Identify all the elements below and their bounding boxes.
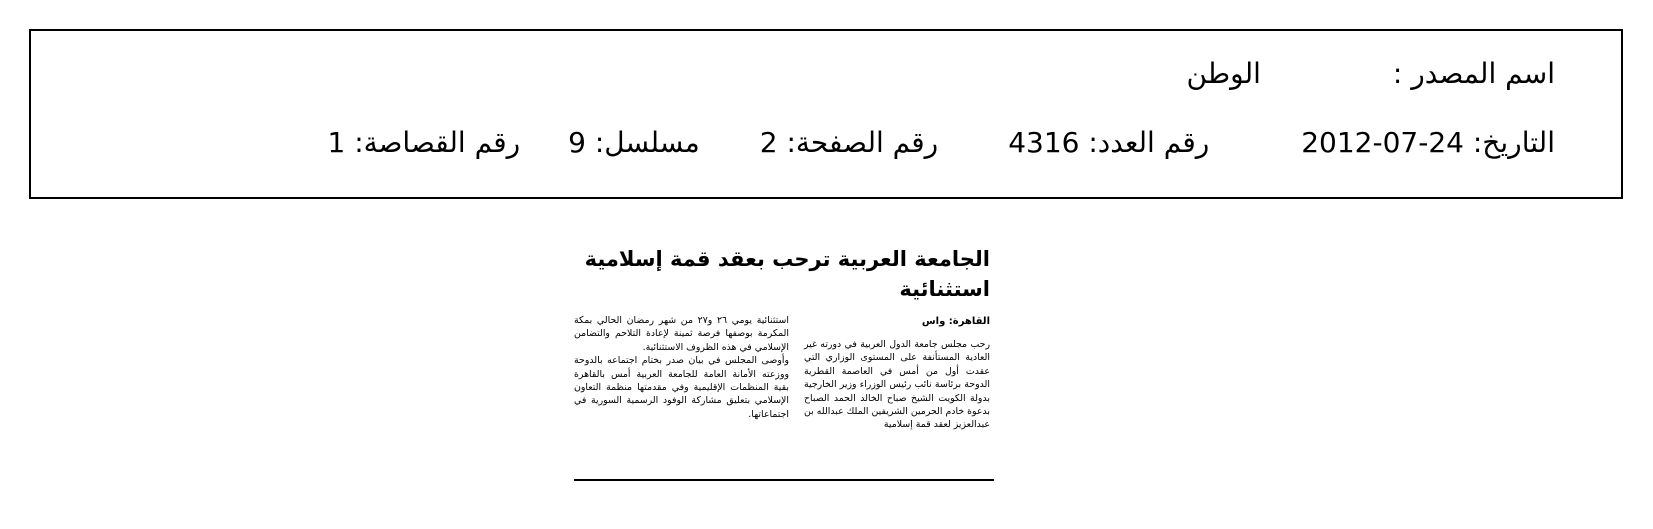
issue-value: 4316 [1008,126,1080,159]
clip-number-label: رقم القصاصة: [354,126,521,159]
date-value: 2012-07-24 [1301,126,1464,159]
source-value: الوطن [1186,57,1261,90]
article-paragraph: استثنائية يومي ٢٦ و٢٧ من شهر رمضان الحالي بمكة المكرمة بوصفها فرصة ثمينة لإعادة التلاحم والتضامن الإسلامي في هذه الظروف الاستثنائية. [574,315,789,353]
clipping-info-box [29,29,1623,199]
page-label: رقم الصفحة: [786,126,939,159]
article-column-right [804,338,990,432]
issue-label: رقم العدد: [1088,126,1210,159]
article-paragraph: رحب مجلس جامعة الدول العربية في دورته غير العادية المستأنفة على المستوى الوزاري التي عقدت أول من أمس في العاصمة القطرية الدوحة برئاسة نائب رئيس الوزراء وزير الخارجية بدولة الكويت الشيخ صباح الخالد الحمد الصباح بدعوة خادم الحرمين الشريفين الملك عبدالله بن عبدالعزيز لعقد قمة إسلامية [804,339,990,431]
date-label: التاريخ: [1472,126,1555,159]
page-value: 2 [759,126,778,159]
newspaper-clipping [574,244,994,481]
source-row [1187,57,1555,91]
clip-number-value: 1 [327,126,346,159]
article-headline: الجامعة العربية ترحب بعقد قمة إسلامية استثنائية [584,247,990,301]
article-paragraph: وأوصى المجلس في بيان صدر بختام اجتماعه بالدوحة ووزعته الأمانة العامة للجامعة العربية أمس بالقاهرة بقية المنظمات الإقليمية وفي مقدمتها منظمة التعاون الإسلامي بتعليق مشاركة الوفود الرسمية السورية في اجتماعاتها. [574,355,789,420]
source-label: اسم المصدر : [1392,57,1555,90]
article-column-left [574,314,789,421]
details-row [327,126,1555,160]
serial-value: 9 [568,126,586,159]
article-byline: القاهرة: واس [921,316,990,327]
serial-label: مسلسل: [594,126,700,159]
clipping-bottom-rule [574,479,994,481]
